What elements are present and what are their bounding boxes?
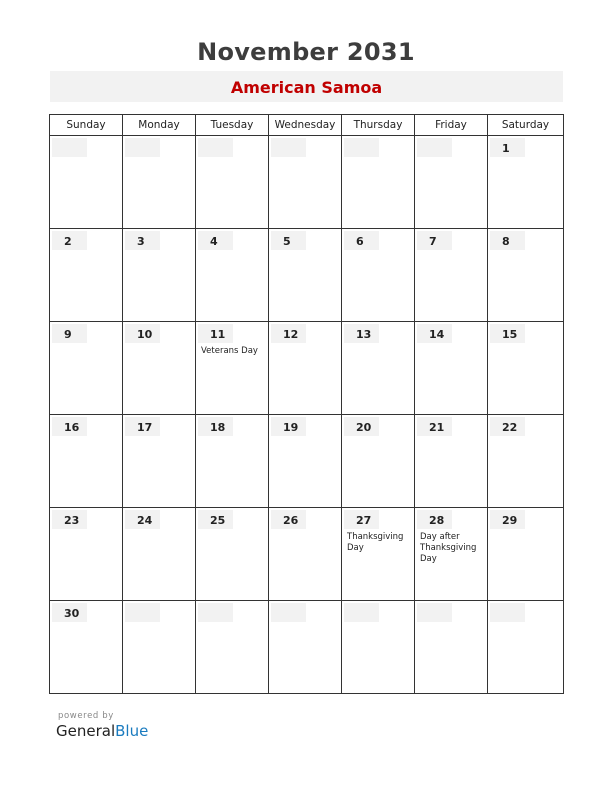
day-number-box	[125, 603, 160, 622]
day-cell	[488, 508, 564, 601]
day-cell	[415, 229, 488, 322]
day-cell	[196, 322, 269, 415]
week-row	[50, 229, 564, 322]
day-number-box	[344, 138, 379, 157]
day-cell	[50, 229, 123, 322]
region-name: American Samoa	[230, 78, 383, 97]
empty-day-cell	[342, 136, 415, 229]
empty-day-cell	[269, 601, 342, 694]
day-number: 25	[210, 514, 226, 527]
empty-day-cell	[196, 136, 269, 229]
empty-day-cell	[123, 136, 196, 229]
day-cell	[415, 415, 488, 508]
day-number: 12	[283, 328, 299, 341]
day-number: 3	[137, 235, 145, 248]
day-number: 1	[502, 142, 510, 155]
empty-day-cell	[342, 601, 415, 694]
day-cell	[50, 415, 123, 508]
day-number: 15	[502, 328, 518, 341]
weekday-header-row	[50, 115, 564, 136]
empty-day-cell	[123, 601, 196, 694]
weekday-wednesday: Wednesday	[269, 115, 342, 136]
day-cell	[269, 322, 342, 415]
day-number-box	[198, 138, 233, 157]
empty-day-cell	[415, 601, 488, 694]
day-number-box	[198, 603, 233, 622]
day-number-box	[52, 138, 87, 157]
day-cell	[269, 415, 342, 508]
day-cell	[50, 601, 123, 694]
calendar-title: November 2031	[197, 38, 415, 66]
day-cell	[196, 229, 269, 322]
day-number: 19	[283, 421, 299, 434]
day-number: 8	[502, 235, 510, 248]
weekday-monday: Monday	[123, 115, 196, 136]
day-cell	[488, 415, 564, 508]
day-number-box	[417, 603, 452, 622]
day-cell	[196, 508, 269, 601]
day-number: 7	[429, 235, 437, 248]
day-cell	[123, 508, 196, 601]
empty-day-cell	[196, 601, 269, 694]
empty-day-cell	[488, 601, 564, 694]
day-number-box	[125, 138, 160, 157]
holiday-label: Veterans Day	[201, 346, 258, 356]
week-row	[50, 415, 564, 508]
weekday-sunday: Sunday	[50, 115, 123, 136]
day-cell	[123, 229, 196, 322]
day-number: 17	[137, 421, 153, 434]
day-cell	[123, 322, 196, 415]
weekday-thursday: Thursday	[342, 115, 415, 136]
day-cell	[415, 322, 488, 415]
day-number: 30	[64, 607, 80, 620]
weekday-tuesday: Tuesday	[196, 115, 269, 136]
day-number: 4	[210, 235, 218, 248]
day-number: 14	[429, 328, 445, 341]
holiday-label: Day after Thanksgiving Day	[420, 532, 477, 564]
day-cell	[50, 322, 123, 415]
day-number: 9	[64, 328, 72, 341]
day-number: 27	[356, 514, 372, 527]
week-row	[50, 136, 564, 229]
day-cell	[342, 415, 415, 508]
day-number: 16	[64, 421, 80, 434]
empty-day-cell	[415, 136, 488, 229]
day-number: 26	[283, 514, 299, 527]
day-cell	[415, 508, 488, 601]
day-number: 29	[502, 514, 518, 527]
day-cell	[342, 508, 415, 601]
week-row	[50, 322, 564, 415]
powered-by-text: powered by	[58, 711, 114, 721]
day-cell	[123, 415, 196, 508]
day-cell	[50, 508, 123, 601]
day-number-box	[417, 138, 452, 157]
day-cell	[342, 322, 415, 415]
day-cell	[269, 229, 342, 322]
generalblue-logo	[56, 722, 148, 740]
day-number: 24	[137, 514, 153, 527]
weekday-saturday: Saturday	[488, 115, 564, 136]
day-number: 11	[210, 328, 226, 341]
empty-day-cell	[50, 136, 123, 229]
day-number: 20	[356, 421, 372, 434]
day-number: 28	[429, 514, 445, 527]
day-number: 2	[64, 235, 72, 248]
day-number: 23	[64, 514, 80, 527]
day-cell	[269, 508, 342, 601]
day-number: 22	[502, 421, 518, 434]
day-cell	[342, 229, 415, 322]
empty-day-cell	[269, 136, 342, 229]
brand-blue: Blue	[115, 722, 149, 740]
brand-general: General	[56, 722, 116, 740]
week-row	[50, 508, 564, 601]
day-number-box	[271, 603, 306, 622]
day-cell	[488, 136, 564, 229]
day-number: 21	[429, 421, 445, 434]
day-cell	[488, 322, 564, 415]
day-number-box	[490, 603, 525, 622]
day-number-box	[271, 138, 306, 157]
day-number: 18	[210, 421, 226, 434]
day-number: 13	[356, 328, 372, 341]
calendar-grid	[49, 114, 564, 694]
week-row	[50, 601, 564, 694]
day-number: 5	[283, 235, 291, 248]
day-cell	[196, 415, 269, 508]
day-number: 6	[356, 235, 364, 248]
holiday-label: Thanksgiving Day	[347, 532, 404, 553]
day-cell	[488, 229, 564, 322]
weekday-friday: Friday	[415, 115, 488, 136]
day-number-box	[344, 603, 379, 622]
day-number: 10	[137, 328, 153, 341]
